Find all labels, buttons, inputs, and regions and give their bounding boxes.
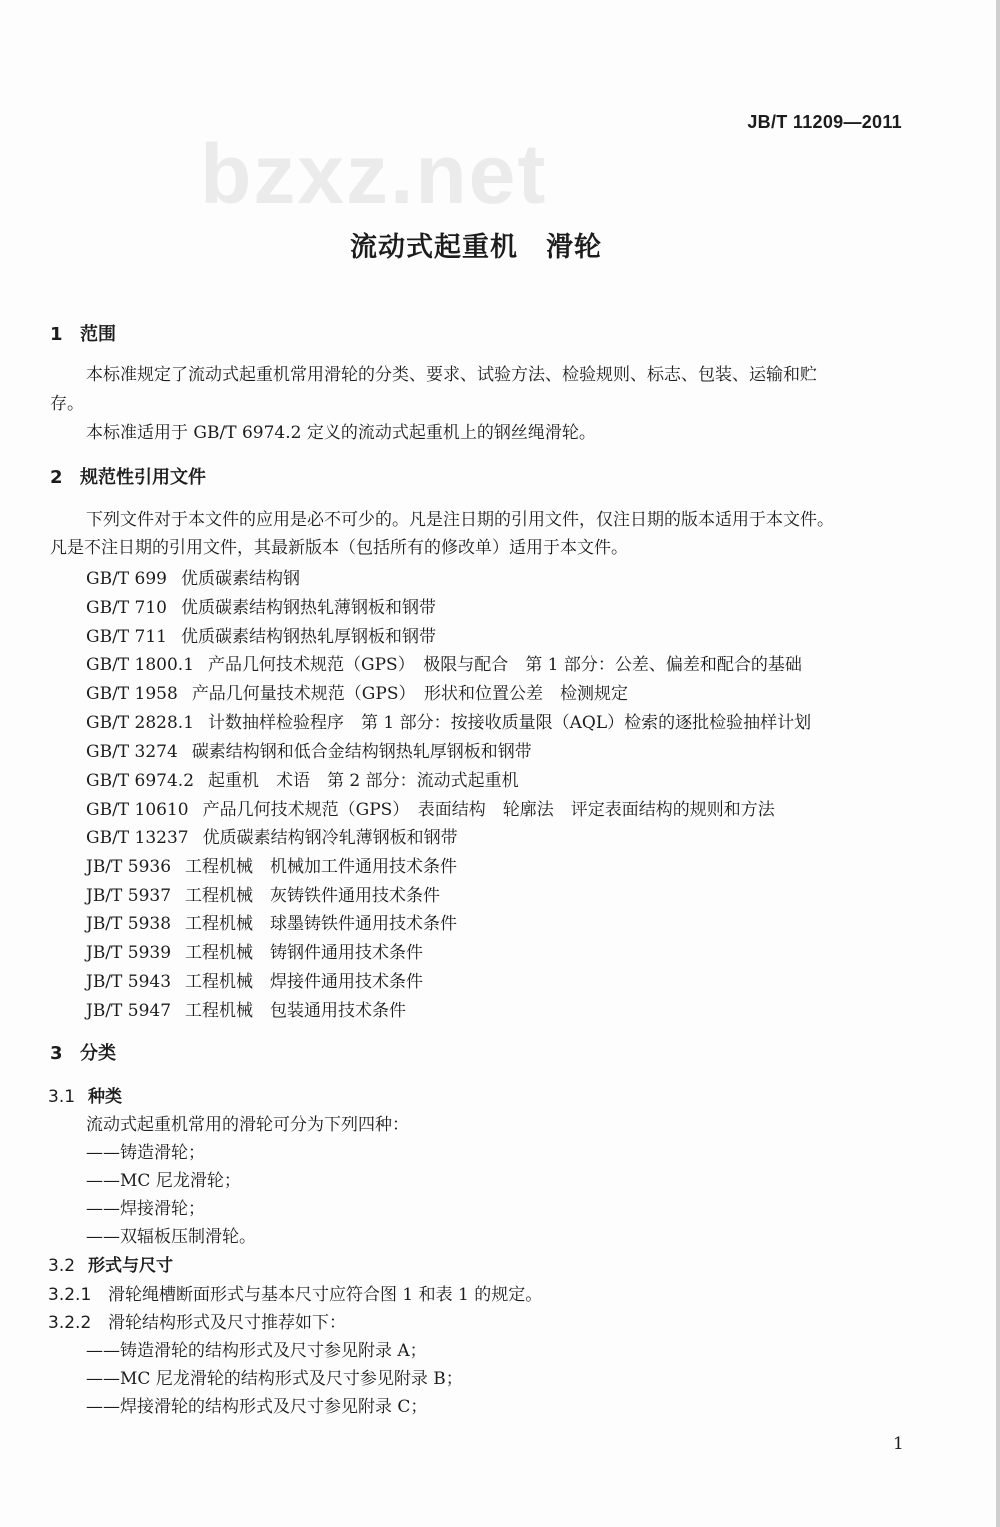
document-title: 流动式起重机 滑轮 [350,232,602,263]
reference-code: GB/T 10610 [86,800,189,820]
reference-item [86,967,423,992]
reference-title: 优质碳素结构钢热轧薄钢板和钢带 [181,598,436,618]
reference-item [86,737,532,762]
list-item: ——铸造滑轮； [86,1143,205,1163]
standard-code: JB/T 11209—2011 [747,112,902,132]
reference-code: GB/T 699 [86,569,167,589]
watermark: bzxz.net [200,127,548,221]
section-title: 形式与尺寸 [88,1256,173,1276]
reference-code: GB/T 13237 [86,828,189,848]
reference-title: 优质碳素结构钢冷轧薄钢板和钢带 [202,828,458,848]
reference-code: JB/T 5947 [86,1001,172,1021]
reference-title: 工程机械 灰铸铁件通用技术条件 [185,886,441,906]
section-text: 滑轮绳槽断面形式与基本尺寸应符合图 1 和表 1 的规定。 [108,1285,543,1305]
reference-code: GB/T 710 [86,598,167,618]
list-item: ——焊接滑轮的结构形式及尺寸参见附录 C； [86,1397,428,1417]
section-number: 1 [50,324,63,345]
section-text: 滑轮结构形式及尺寸推荐如下： [108,1313,346,1333]
section-title: 种类 [88,1087,122,1107]
section-3-2-heading [48,1251,173,1276]
list-item: ——双辐板压制滑轮。 [86,1227,256,1247]
reference-title: 产品几何技术规范（GPS） 极限与配合 第 1 部分：公差、偏差和配合的基础 [208,655,802,675]
section-number: 3.2.1 [48,1285,92,1305]
reference-title: 优质碳素结构钢 [181,569,300,589]
section-3-2-1 [48,1280,542,1305]
reference-item [86,766,519,791]
reference-code: JB/T 5938 [86,914,172,934]
reference-item [86,938,423,963]
list-item: ——MC 尼龙滑轮的结构形式及尺寸参见附录 B； [86,1369,463,1389]
section-1-paragraph-1-line-1: 本标准规定了流动式起重机常用滑轮的分类、要求、试验方法、检验规则、标志、包装、运输和贮 [86,365,817,385]
section-3-1-heading [48,1082,122,1107]
reference-title: 工程机械 包装通用技术条件 [185,1001,407,1021]
section-2-heading [50,463,206,489]
reference-item [86,593,436,618]
reference-item [86,679,628,704]
section-number: 3.1 [48,1087,76,1107]
section-1-paragraph-2: 本标准适用于 GB/T 6974.2 定义的流动式起重机上的钢丝绳滑轮。 [86,423,596,443]
section-1-paragraph-1-line-2: 存。 [50,394,84,414]
section-2-intro-line-2: 凡是不注日期的引用文件，其最新版本（包括所有的修改单）适用于本文件。 [50,538,628,558]
reference-title: 计数抽样检验程序 第 1 部分：按接收质量限（AQL）检索的逐批检验抽样计划 [208,713,812,733]
reference-title: 工程机械 机械加工件通用技术条件 [185,857,458,877]
reference-code: JB/T 5943 [86,972,172,992]
page-edge [996,0,1000,1527]
reference-code: JB/T 5936 [86,857,172,877]
reference-title: 工程机械 球墨铸铁件通用技术条件 [185,914,458,934]
reference-code: JB/T 5939 [86,943,172,963]
reference-item [86,708,811,733]
reference-item [86,852,457,877]
reference-item [86,622,436,647]
reference-title: 产品几何技术规范（GPS） 表面结构 轮廓法 评定表面结构的规则和方法 [202,800,775,820]
section-2-intro-line-1: 下列文件对于本文件的应用是必不可少的。凡是注日期的引用文件，仅注日期的版本适用于本文件。 [86,510,834,530]
section-3-2-2 [48,1308,346,1333]
list-item: ——铸造滑轮的结构形式及尺寸参见附录 A； [86,1341,427,1361]
reference-item [86,881,440,906]
section-3-1-intro: 流动式起重机常用的滑轮可分为下列四种： [86,1115,409,1135]
section-title: 分类 [80,1043,116,1064]
reference-code: GB/T 6974.2 [86,771,195,791]
reference-title: 碳素结构钢和低合金结构钢热轧厚钢板和钢带 [191,742,532,762]
reference-code: GB/T 711 [86,627,167,647]
reference-code: JB/T 5937 [86,886,172,906]
reference-item [86,650,802,675]
reference-title: 工程机械 焊接件通用技术条件 [185,972,424,992]
reference-item [86,996,406,1021]
reference-title: 产品几何量技术规范（GPS） 形状和位置公差 检测规定 [191,684,628,704]
reference-item [86,909,457,934]
section-title: 规范性引用文件 [80,467,206,488]
reference-item [86,823,458,848]
reference-code: GB/T 1958 [86,684,178,704]
reference-item [86,564,300,589]
section-3-heading [50,1039,116,1065]
reference-code: GB/T 2828.1 [86,713,195,733]
list-item: ——MC 尼龙滑轮； [86,1171,241,1191]
list-item: ——焊接滑轮； [86,1199,205,1219]
reference-title: 优质碳素结构钢热轧厚钢板和钢带 [181,627,436,647]
section-1-heading [50,320,116,346]
section-number: 3.2 [48,1256,76,1276]
reference-item [86,795,775,820]
section-number: 2 [50,467,63,488]
reference-code: GB/T 1800.1 [86,655,195,675]
section-title: 范围 [80,324,116,345]
section-number: 3 [50,1043,63,1064]
section-number: 3.2.2 [48,1313,92,1333]
reference-title: 起重机 术语 第 2 部分：流动式起重机 [208,771,519,791]
reference-title: 工程机械 铸钢件通用技术条件 [185,943,424,963]
page-number: 1 [893,1434,904,1454]
reference-code: GB/T 3274 [86,742,178,762]
